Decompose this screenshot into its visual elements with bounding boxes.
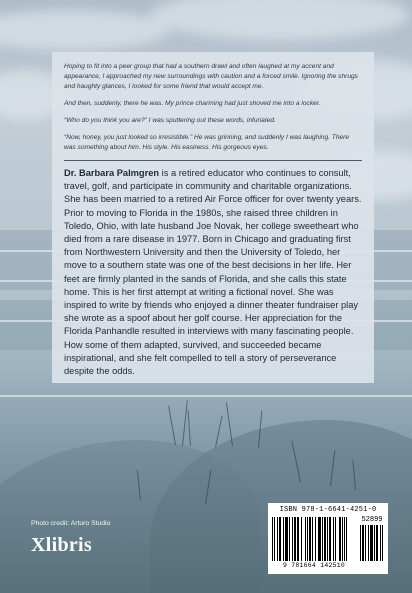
divider	[64, 160, 362, 161]
blurb-panel	[52, 52, 374, 383]
book-excerpt	[64, 62, 362, 153]
cloud	[0, 10, 170, 50]
dune-grass	[168, 406, 176, 446]
addon-barcode	[360, 525, 384, 561]
wave-foam	[0, 395, 412, 397]
author-bio-text: is a retired educator who continues to consult, travel, golf, and participate in community and charitable organizations. She has been married to a retired Air Force officer for over twenty years. Prior to moving to Florida in the 1980s, she raised three children in Toledo, Ohio, with late husband Joe Novak, her college sweetheart who died from a rare disease in 1977. Born in Chicago and graduating first from Northwestern University and then the University of Toledo, her move to a southern state was one of the best decisions in her life. Her feet are firmly planted in the sands of Florida, and she calls this state home. This is her first attempt at writing a fictional novel. She was inspired to write by friends who enjoyed a dinner theater fundraiser play she wrote as a spoof about her golf course. Her appreciation for the Florida Panhandle resulted in interviews with many fascinating people. How some of them adapted, survived, and succeeded became inspirational, and she felt compelled to tell a story of perseverance despite the odds.	[64, 168, 362, 377]
excerpt-paragraph: “Who do you think you are?” I was sputtering out these words, infuriated.	[64, 117, 276, 124]
author-bio	[64, 167, 362, 378]
dune-grass	[187, 410, 191, 446]
cloud	[150, 0, 410, 40]
dune-grass	[182, 400, 188, 446]
barcode-box	[268, 503, 388, 574]
ean-digits: 9 781664 142510	[282, 562, 346, 569]
publisher-logo: Xlibris	[31, 534, 92, 556]
ean-barcode	[272, 517, 356, 561]
excerpt-paragraph: “Now, honey, you just looked so irresistible.” He was grinning, and suddenly I was laughing. There was something about him. His style. His easiness. His gorgeous eyes.	[64, 134, 350, 151]
price-code: 52899	[361, 516, 383, 524]
barcode-bar	[383, 525, 384, 561]
author-name: Dr. Barbara Palmgren	[64, 168, 160, 178]
barcode	[272, 517, 384, 567]
isbn-number: ISBN 978-1-6641-4251-0	[279, 506, 377, 514]
photo-credit: Photo credit: Arturo Studio	[31, 520, 111, 527]
excerpt-paragraph: And then, suddenly, there he was. My prince charming had just shoved me into a locker.	[64, 100, 321, 107]
excerpt-paragraph: Hoping to fit into a peer group that had a southern drawl and often laughed at my accent and appearance, I approached my new surroundings with caution and a forced smile. Ignoring the shrugs and haughty glances, I looked for some friend that would accept me.	[64, 63, 358, 90]
barcode-bar	[347, 517, 348, 561]
